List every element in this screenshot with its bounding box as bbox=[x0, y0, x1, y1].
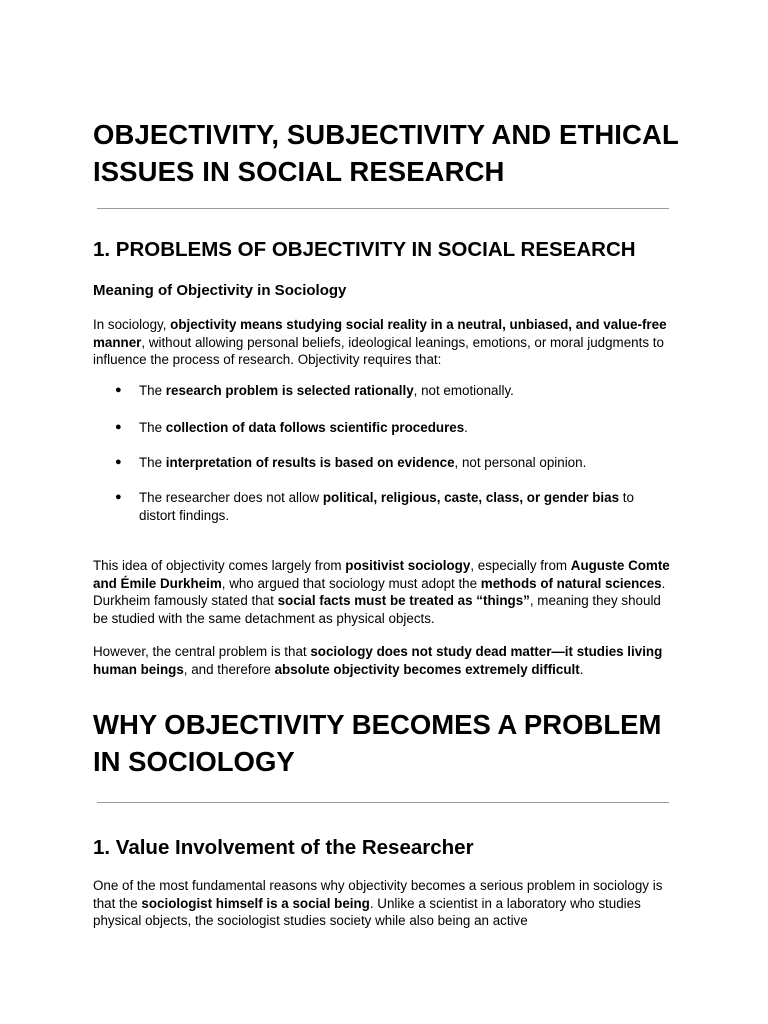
para-text: One of the most fundamental reasons why objectivity becomes a serious problem in sociology is that the bbox=[93, 878, 663, 911]
intro-text-1: In sociology, bbox=[93, 317, 171, 332]
para-text: . bbox=[579, 661, 584, 677]
list-item-bold: interpretation of results is based on evidence bbox=[165, 455, 455, 470]
para-bold: positivist sociology bbox=[345, 558, 471, 573]
subheading-meaning-of-objectivity: Meaning of Objectivity in Sociology bbox=[93, 282, 347, 299]
para-bold: sociology does not study dead matter—it studies living human beings bbox=[93, 644, 663, 677]
para-bold: social facts must be treated as “things” bbox=[277, 593, 530, 609]
list-item-post: , not personal opinion. bbox=[454, 455, 587, 470]
list-item-post: to distort findings. bbox=[139, 490, 634, 523]
list-item-post: . bbox=[464, 420, 468, 435]
list-item-pre: The bbox=[139, 455, 166, 470]
para-text: , and therefore bbox=[183, 661, 275, 677]
bullet-icon: ● bbox=[115, 421, 122, 433]
list-item-text bbox=[139, 489, 674, 524]
list-item-text bbox=[139, 454, 674, 472]
para-text: . Durkheim famously stated that bbox=[93, 575, 666, 609]
para-text: However, the central problem is that bbox=[93, 644, 311, 659]
para-text: . Unlike a scientist in a laboratory who studies physical objects, the sociologist studies society while also being an active bbox=[93, 895, 641, 929]
list-item-bold: collection of data follows scientific procedures bbox=[165, 420, 465, 435]
para-bold: sociologist himself is a social being bbox=[141, 895, 370, 911]
central-problem-paragraph bbox=[93, 643, 673, 678]
intro-text-2: , without allowing personal beliefs, ideological leanings, emotions, or moral judgments to influence the process of research. Objectivity requires that: bbox=[93, 334, 664, 368]
list-item-post: , not emotionally. bbox=[413, 383, 514, 398]
section-heading-problems-of-objectivity: 1. PROBLEMS OF OBJECTIVITY IN SOCIAL RESEARCH bbox=[93, 238, 636, 261]
bullet-icon: ● bbox=[115, 456, 122, 468]
para-bold: Auguste Comte and Émile Durkheim bbox=[93, 558, 670, 591]
list-item-bold: research problem is selected rationally bbox=[165, 383, 414, 398]
para-text: , meaning they should be studied with the same detachment as physical objects. bbox=[93, 593, 661, 626]
list-item-text bbox=[139, 419, 674, 437]
para-bold: absolute objectivity becomes extremely difficult bbox=[274, 661, 580, 677]
subheading-value-involvement: 1. Value Involvement of the Researcher bbox=[93, 836, 474, 859]
list-item-pre: The researcher does not allow bbox=[139, 490, 323, 505]
document-title: OBJECTIVITY, SUBJECTIVITY AND ETHICAL ISSUES IN SOCIAL RESEARCH bbox=[93, 119, 679, 187]
section-title-why-objectivity: WHY OBJECTIVITY BECOMES A PROBLEM IN SOCIOLOGY bbox=[93, 709, 662, 777]
para-bold: methods of natural sciences bbox=[480, 575, 662, 591]
para-text: , who argued that sociology must adopt the bbox=[221, 575, 481, 591]
bullet-icon: ● bbox=[115, 384, 122, 396]
intro-bold-1: objectivity means studying social reality in a neutral, unbiased, and value-free manner bbox=[93, 317, 667, 350]
para-text: This idea of objectivity comes largely from bbox=[93, 558, 346, 573]
section-divider bbox=[97, 802, 669, 803]
list-item-pre: The bbox=[139, 420, 166, 435]
para-text: , especially from bbox=[470, 558, 571, 573]
list-item-bold: political, religious, caste, class, or gender bias bbox=[322, 490, 620, 505]
list-item-pre: The bbox=[139, 383, 166, 398]
bullet-icon: ● bbox=[115, 491, 122, 503]
positivism-paragraph bbox=[93, 557, 673, 627]
list-item-text bbox=[139, 382, 674, 400]
intro-paragraph bbox=[93, 316, 673, 369]
title-divider bbox=[97, 208, 669, 209]
value-involvement-paragraph bbox=[93, 877, 673, 930]
